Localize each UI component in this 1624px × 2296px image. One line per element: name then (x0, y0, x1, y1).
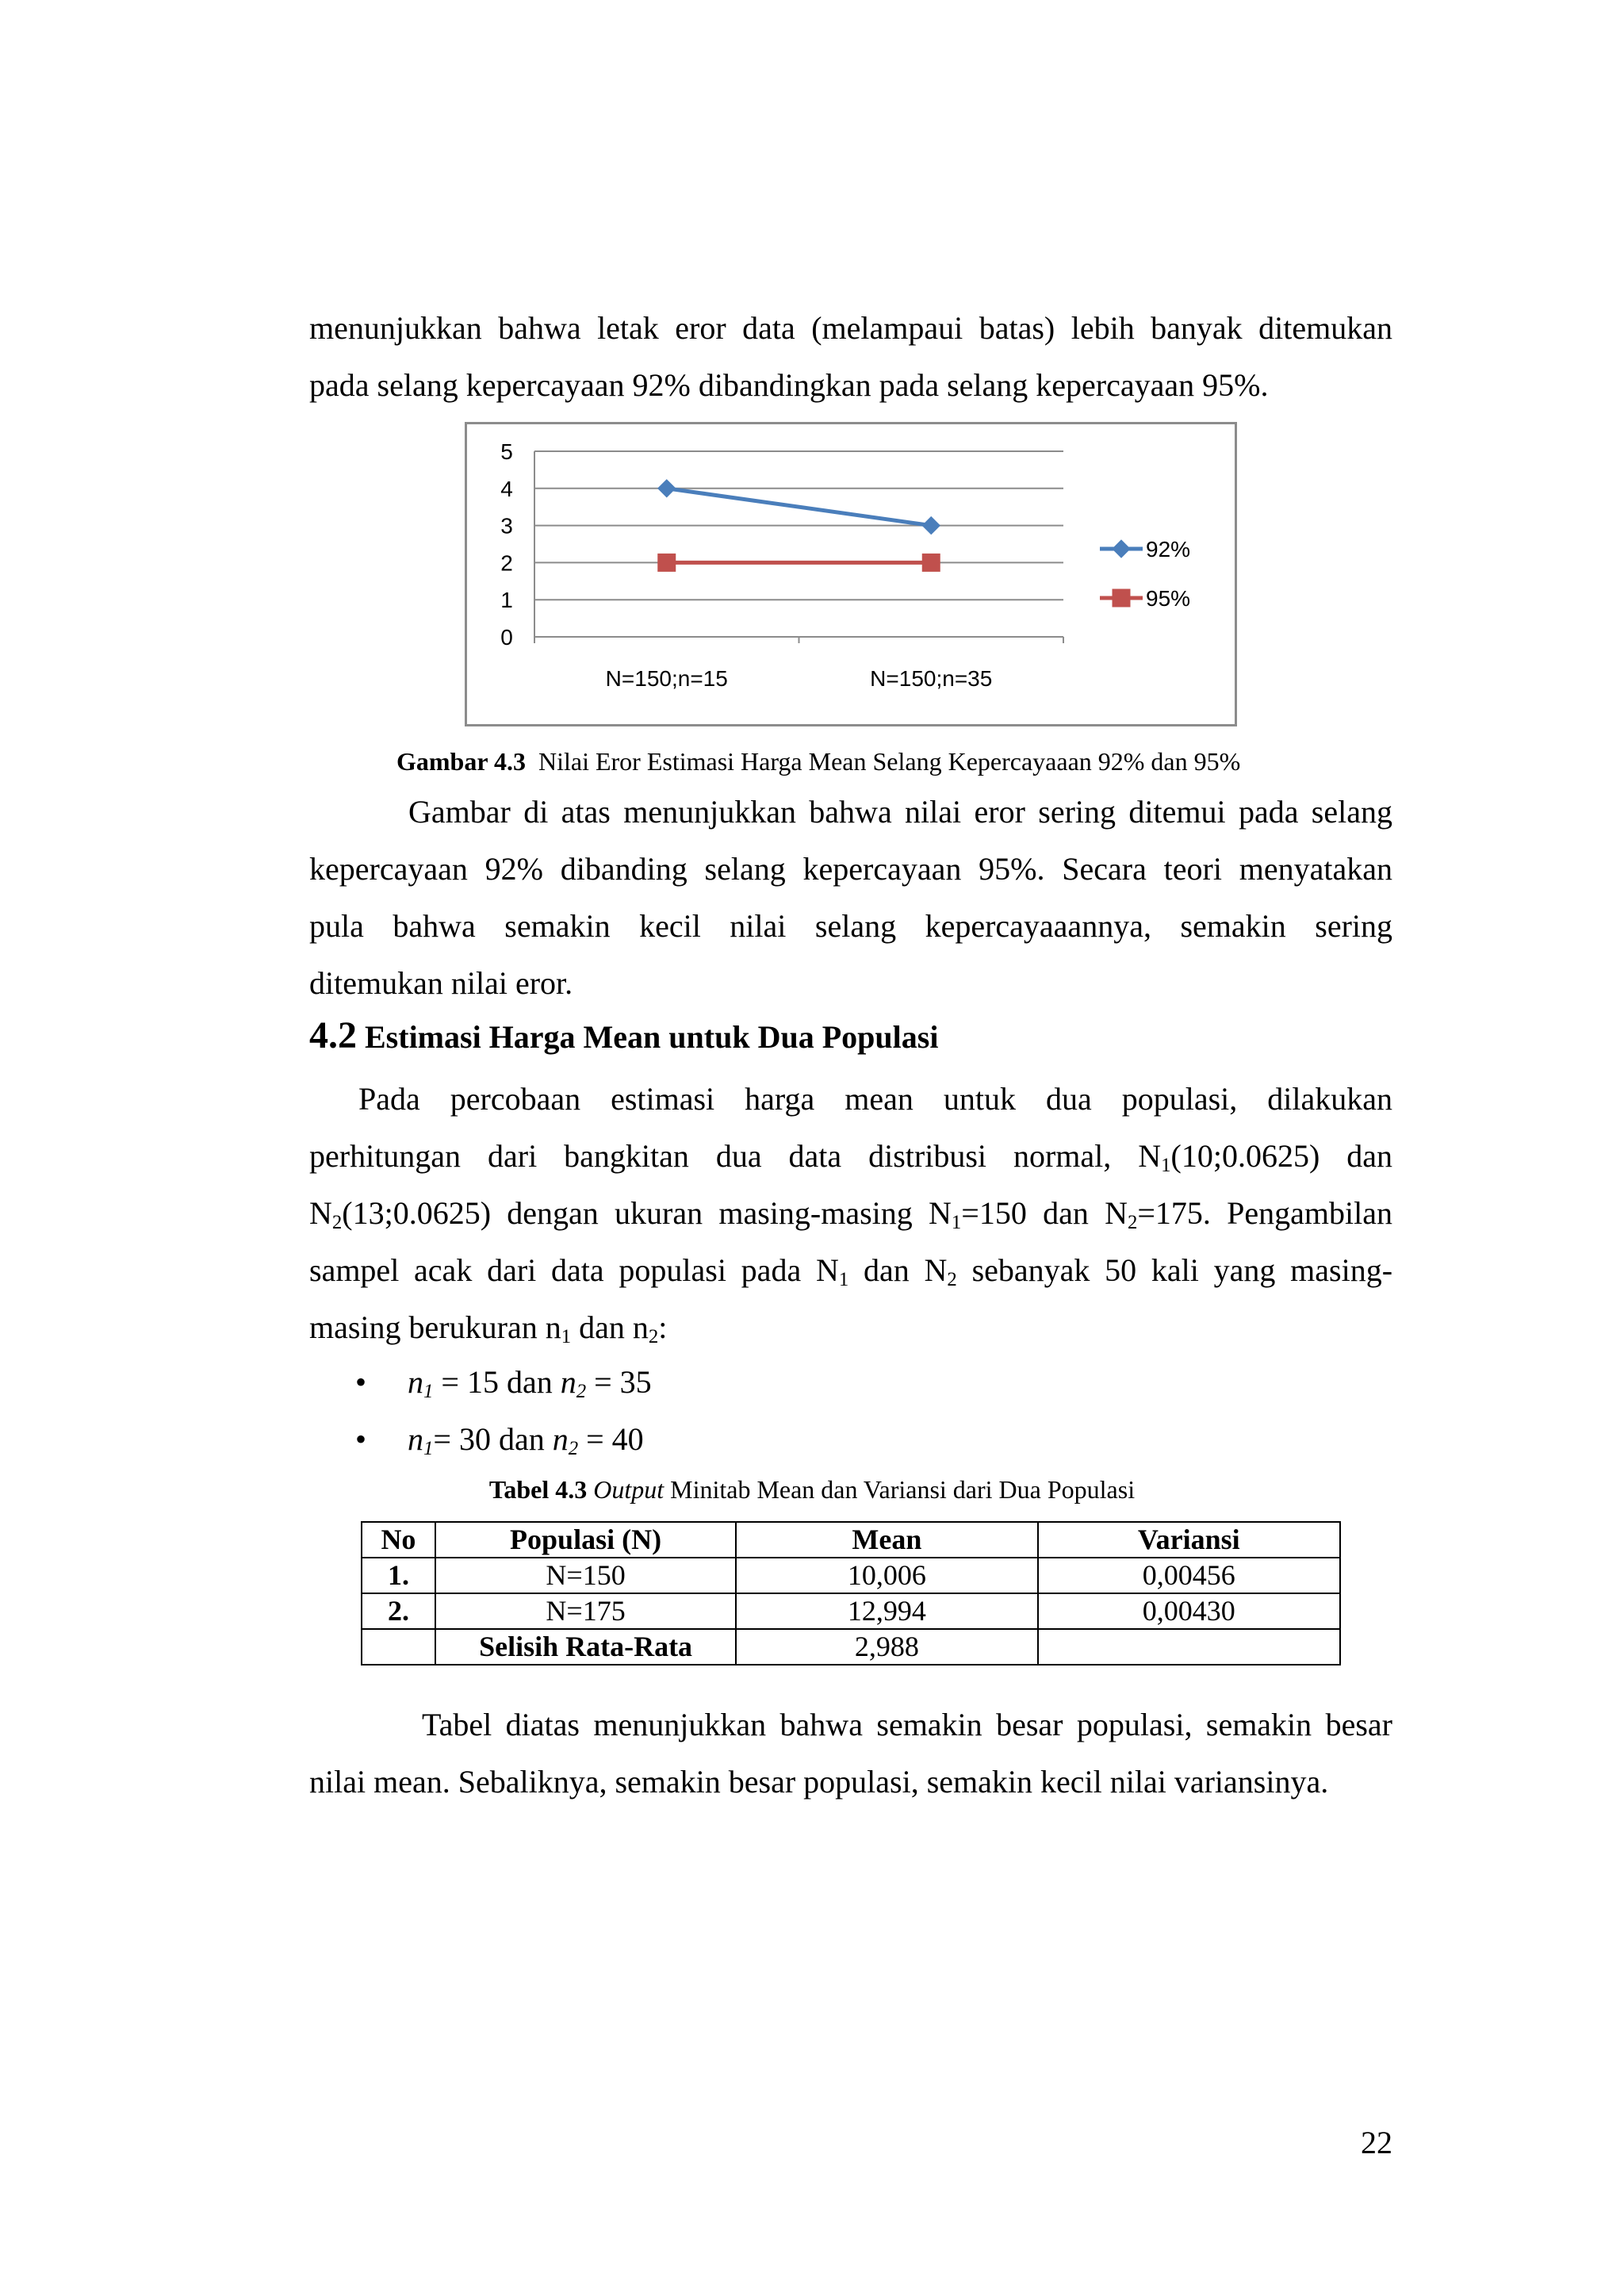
table-header-row (362, 1522, 1340, 1558)
text-run: masing berukuran n (309, 1309, 561, 1345)
text-run: n (408, 1364, 423, 1400)
text-run: sebanyak 50 kali yang masing- (956, 1252, 1393, 1288)
data-point (1113, 589, 1130, 607)
text-run: = 40 (578, 1421, 644, 1457)
paragraph-line: Pada percobaan estimasi harga mean untuk dua populasi, dilakukan (358, 1081, 1392, 1117)
table-caption-text: Minitab Mean dan Variansi dari Dua Populasi (664, 1475, 1136, 1504)
table-caption-label: Tabel 4.3 (488, 1475, 588, 1504)
table-row (362, 1629, 1340, 1665)
paragraph-line: nilai mean. Sebaliknya, semakin besar populasi, semakin kecil nilai variansinya. (309, 1764, 1329, 1800)
text-run: n (560, 1364, 576, 1400)
subscript: 1 (423, 1381, 434, 1403)
paragraph-line: pada selang kepercayaan 92% dibandingkan pada selang kepercayaan 95%. (309, 367, 1269, 403)
text-run: = 35 (586, 1364, 652, 1400)
table-header-cell: No (362, 1522, 435, 1558)
subscript: 1 (951, 1212, 962, 1234)
table-cell: 2. (362, 1593, 435, 1629)
chart-axes (500, 439, 1063, 691)
line-chart (465, 422, 1237, 726)
paragraph-line (309, 1128, 1392, 1185)
table-cell: Selisih Rata-Rata (435, 1629, 736, 1665)
subscript: 2 (576, 1381, 587, 1403)
text-run: (13;0.0625) dengan ukuran masing-masing N (342, 1195, 952, 1231)
bullet-dot: • (355, 1421, 367, 1457)
text-run: (10;0.0625) dan (1170, 1138, 1392, 1174)
chart-legend (1100, 537, 1190, 611)
bullet-dot: • (355, 1364, 367, 1400)
table-cell: 2,988 (736, 1629, 1037, 1665)
y-tick-label: 4 (500, 476, 513, 501)
table-header-cell: Populasi (N) (435, 1522, 736, 1558)
data-point (658, 554, 676, 571)
subscript: 2 (648, 1326, 659, 1348)
table-cell: 0,00456 (1038, 1558, 1340, 1593)
paragraph-table-discussion (309, 1696, 1392, 1811)
text-run: dan N (848, 1252, 948, 1288)
text-run: sampel acak dari data populasi pada N (309, 1252, 839, 1288)
table-cell: 1. (362, 1558, 435, 1593)
section-number: 4.2 (309, 1014, 357, 1056)
text-run: =150 dan N (961, 1195, 1128, 1231)
table-cell: N=150 (435, 1558, 736, 1593)
y-tick-label: 2 (500, 550, 513, 576)
subscript: 2 (568, 1438, 579, 1460)
subscript: 1 (561, 1326, 572, 1348)
paragraph-line (309, 1242, 1392, 1299)
table-cell (1038, 1629, 1340, 1665)
table-row (362, 1558, 1340, 1593)
text-run: dan n (571, 1309, 649, 1345)
y-tick-label: 3 (500, 513, 513, 539)
text-run: = 15 dan (433, 1364, 561, 1400)
text-run: =175. Pengambilan (1137, 1195, 1392, 1231)
x-tick-label: N=150;n=15 (605, 666, 728, 691)
paragraph-section (309, 1071, 1392, 1356)
paragraph-line: Tabel diatas menunjukkan bahwa semakin besar populasi, semakin besar (422, 1707, 1392, 1742)
paragraph-line (309, 1299, 1392, 1356)
paragraph-line: pula bahwa semakin kecil nilai selang kepercayaaannya, semakin sering (309, 908, 1392, 944)
y-tick-label: 5 (500, 439, 513, 464)
paragraph-intro (309, 300, 1392, 414)
data-point (658, 480, 676, 497)
subscript: 2 (947, 1269, 957, 1291)
chart-gridlines (534, 451, 1063, 600)
paragraph-line: menunjukkan bahwa letak eror data (melampaui batas) lebih banyak ditemukan (309, 310, 1392, 346)
figure-caption-text: Nilai Eror Estimasi Harga Mean Selang Kepercayaaan 92% dan 95% (538, 747, 1241, 776)
table-header-cell: Mean (736, 1522, 1037, 1558)
data-point (922, 554, 940, 571)
subscript: 2 (331, 1212, 343, 1234)
table-cell: 10,006 (736, 1558, 1037, 1593)
section-heading (309, 1014, 938, 1057)
paragraph-line: kepercayaan 92% dibanding selang kepercayaan 95%. Secara teori menyatakan (309, 851, 1392, 887)
data-table (361, 1521, 1341, 1665)
y-tick-label: 0 (500, 625, 513, 650)
text-run: N (309, 1195, 332, 1231)
text-run: perhitungan dari bangkitan dua data distribusi normal, N (309, 1138, 1162, 1174)
figure-caption-label: Gambar 4.3 (396, 747, 526, 776)
table-cell: 12,994 (736, 1593, 1037, 1629)
paragraph-line: ditemukan nilai eror. (309, 965, 573, 1001)
subscript: 2 (1127, 1212, 1138, 1234)
data-point (1113, 540, 1130, 558)
table-header-cell: Variansi (1038, 1522, 1340, 1558)
subscript: 1 (1161, 1155, 1171, 1177)
legend-label: 95% (1146, 586, 1191, 611)
text-run: = 30 dan (433, 1421, 553, 1457)
page-number: 22 (1361, 2125, 1392, 2160)
text-run: : (658, 1309, 668, 1345)
bullet-item (355, 1420, 644, 1458)
table-caption-italic: Output (593, 1475, 665, 1504)
paragraph-line: Gambar di atas menunjukkan bahwa nilai eror sering ditemui pada selang (408, 794, 1392, 830)
figure-caption (396, 747, 1240, 776)
x-tick-label: N=150;n=35 (870, 666, 993, 691)
series-line (667, 489, 932, 526)
paragraph-line (309, 1185, 1392, 1242)
table-cell (362, 1629, 435, 1665)
legend-label: 92% (1146, 537, 1191, 562)
text-run: n (408, 1421, 423, 1457)
table-row (362, 1593, 1340, 1629)
chart-svg (467, 424, 1235, 724)
table-cell: 0,00430 (1038, 1593, 1340, 1629)
y-tick-label: 1 (500, 588, 513, 613)
subscript: 1 (838, 1269, 849, 1291)
section-title: Estimasi Harga Mean untuk Dua Populasi (365, 1019, 939, 1055)
subscript: 1 (423, 1438, 434, 1460)
data-point (922, 517, 940, 535)
text-run: n (552, 1421, 569, 1457)
bullet-item (355, 1363, 652, 1401)
table-cell: N=175 (435, 1593, 736, 1629)
table-caption (0, 1475, 1624, 1504)
paragraph-figure-discussion (309, 784, 1392, 1012)
